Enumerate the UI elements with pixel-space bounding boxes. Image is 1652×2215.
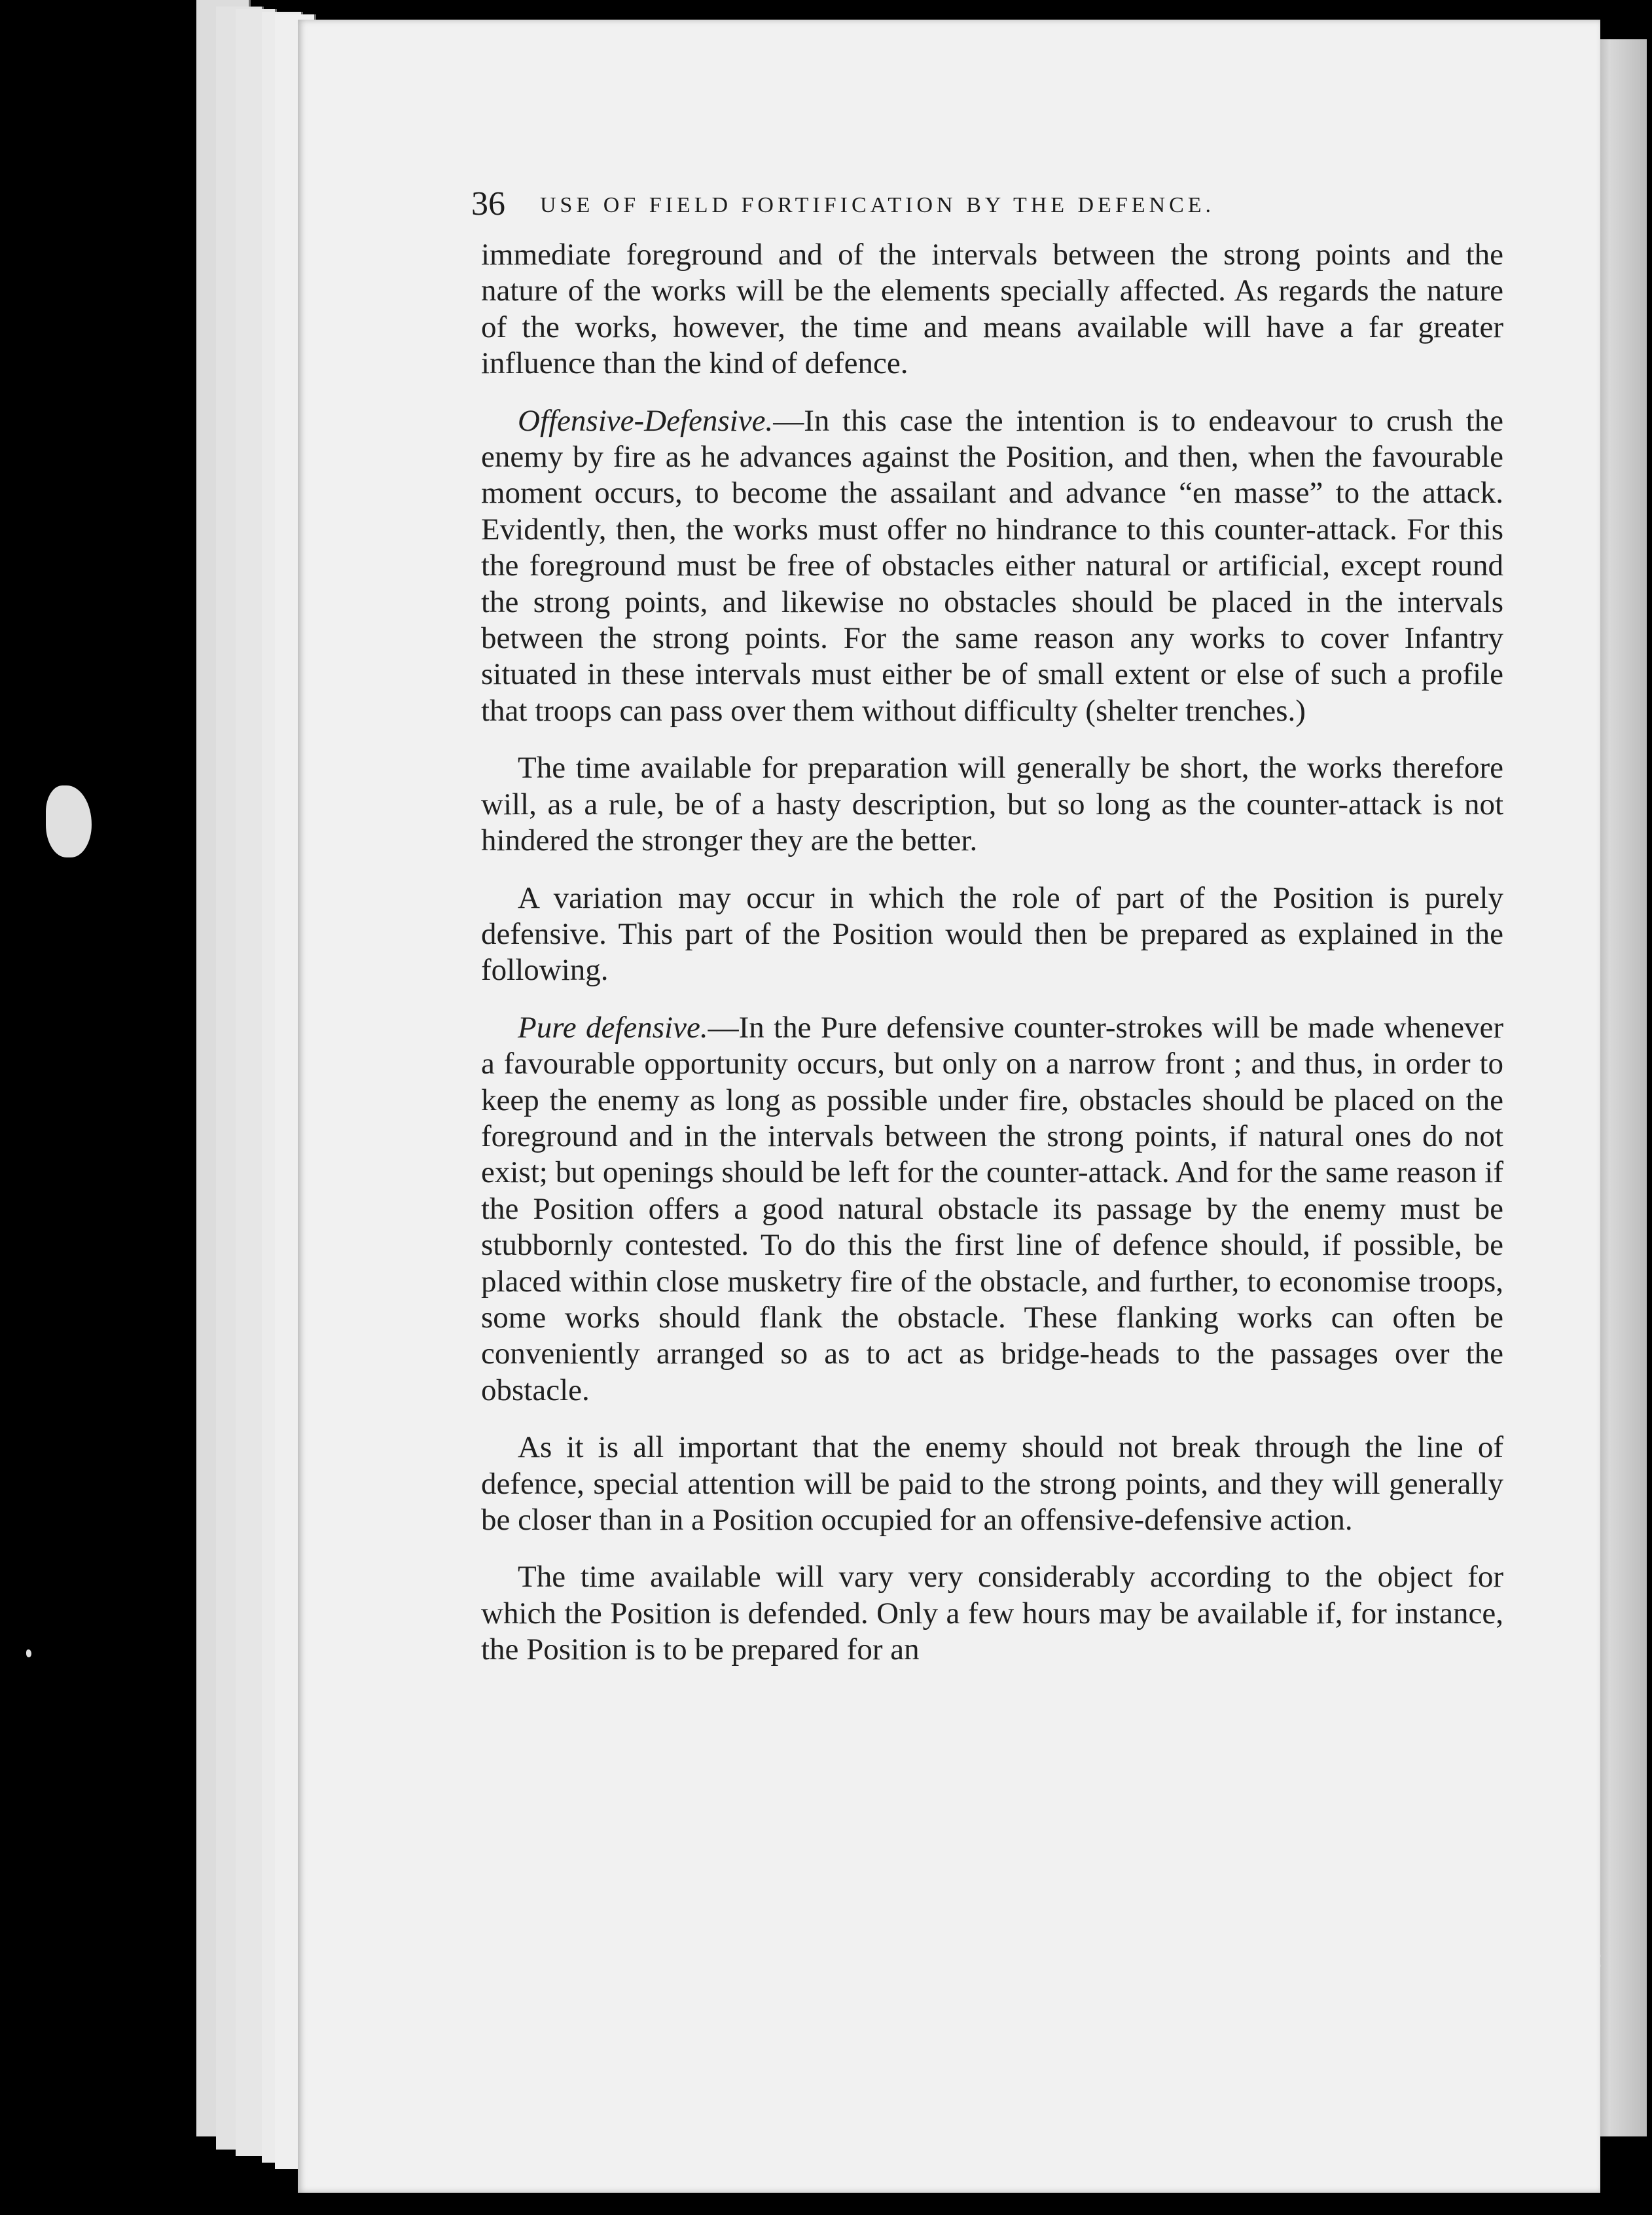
- paragraph-text: A variation may occur in which the role of part of the Position is purely defensive. This part of the Position would then be prepared as explained in the following.: [481, 880, 1503, 988]
- page-header: [471, 185, 1384, 224]
- paragraph: [481, 237, 1503, 382]
- paragraph: [481, 750, 1503, 859]
- scan-artifact: [46, 785, 92, 857]
- paragraph: [481, 1559, 1503, 1668]
- page-number: 36: [471, 185, 505, 223]
- scan-artifact: [26, 1649, 31, 1657]
- running-head: USE OF FIELD FORTIFICATION BY THE DEFENCE.: [540, 193, 1215, 217]
- paragraph: [481, 403, 1503, 730]
- paragraph-text: The time available for preparation will generally be short, the works therefore will, as a rule, be of a hasty description, but so long as the counter-attack is not hindered the stronger they are the better.: [481, 751, 1503, 858]
- paragraph: [481, 1010, 1503, 1409]
- paragraph-text: —In the Pure defensive counter-strokes will be made whenever a favourable opportunity occurs, but only on a narrow front ; and thus, in order to keep the enemy as long as possible under fire, obstacles should be placed on the foreground and in the intervals between the strong points, if natural ones do not exist; but openings should be left for the counter-attack. And for the same reason if the Position offers a good natural obstacle its passage by the enemy must be stubbornly contested. To do this the first line of defence should, if possible, be placed within close musketry fire of the obstacle, and further, to economise troops, some works should flank the obstacle. These flanking works can often be conveniently arranged so as to act as bridge-heads to the passages over the obstacle.: [481, 1010, 1503, 1407]
- paragraph: [481, 1430, 1503, 1538]
- paragraph: [481, 880, 1503, 989]
- paragraph-text: The time available will vary very considerably according to the object for which the Position is defended. Only a few hours may be available if, for instance, the Position is to be prepared for an: [481, 1560, 1503, 1667]
- paragraph-text: immediate foreground and of the intervals between the strong points and the nature of the works will be the elements specially affected. As regards the nature of the works, however, the time and means available will have a far greater influence than the kind of defence.: [481, 238, 1503, 381]
- paragraph-lead: Pure defensive.: [518, 1010, 708, 1045]
- paragraph-text: —In this case the intention is to endeavour to crush the enemy by fire as he advances against the Position, and then, when the favourable moment occurs, to become the assailant and advance “en masse” to the attack. Evidently, then, the works must offer no hindrance to this counter-attack. For this the foreground must be free of obstacles either natural or artificial, except round the strong points, and likewise no obstacles should be placed in the intervals between the strong points. For the same reason any works to cover Infantry situated in these intervals must either be of small extent or else of such a profile that troops can pass over them without difficulty (shelter trenches.): [481, 403, 1503, 728]
- paragraph-text: As it is all important that the enemy should not break through the line of defence, special attention will be paid to the strong points, and they will generally be closer than in a Position occupied for an offensive-defensive action.: [481, 1430, 1503, 1537]
- paragraph-lead: Offensive-Defensive.: [518, 403, 774, 438]
- body-text: [481, 237, 1503, 1689]
